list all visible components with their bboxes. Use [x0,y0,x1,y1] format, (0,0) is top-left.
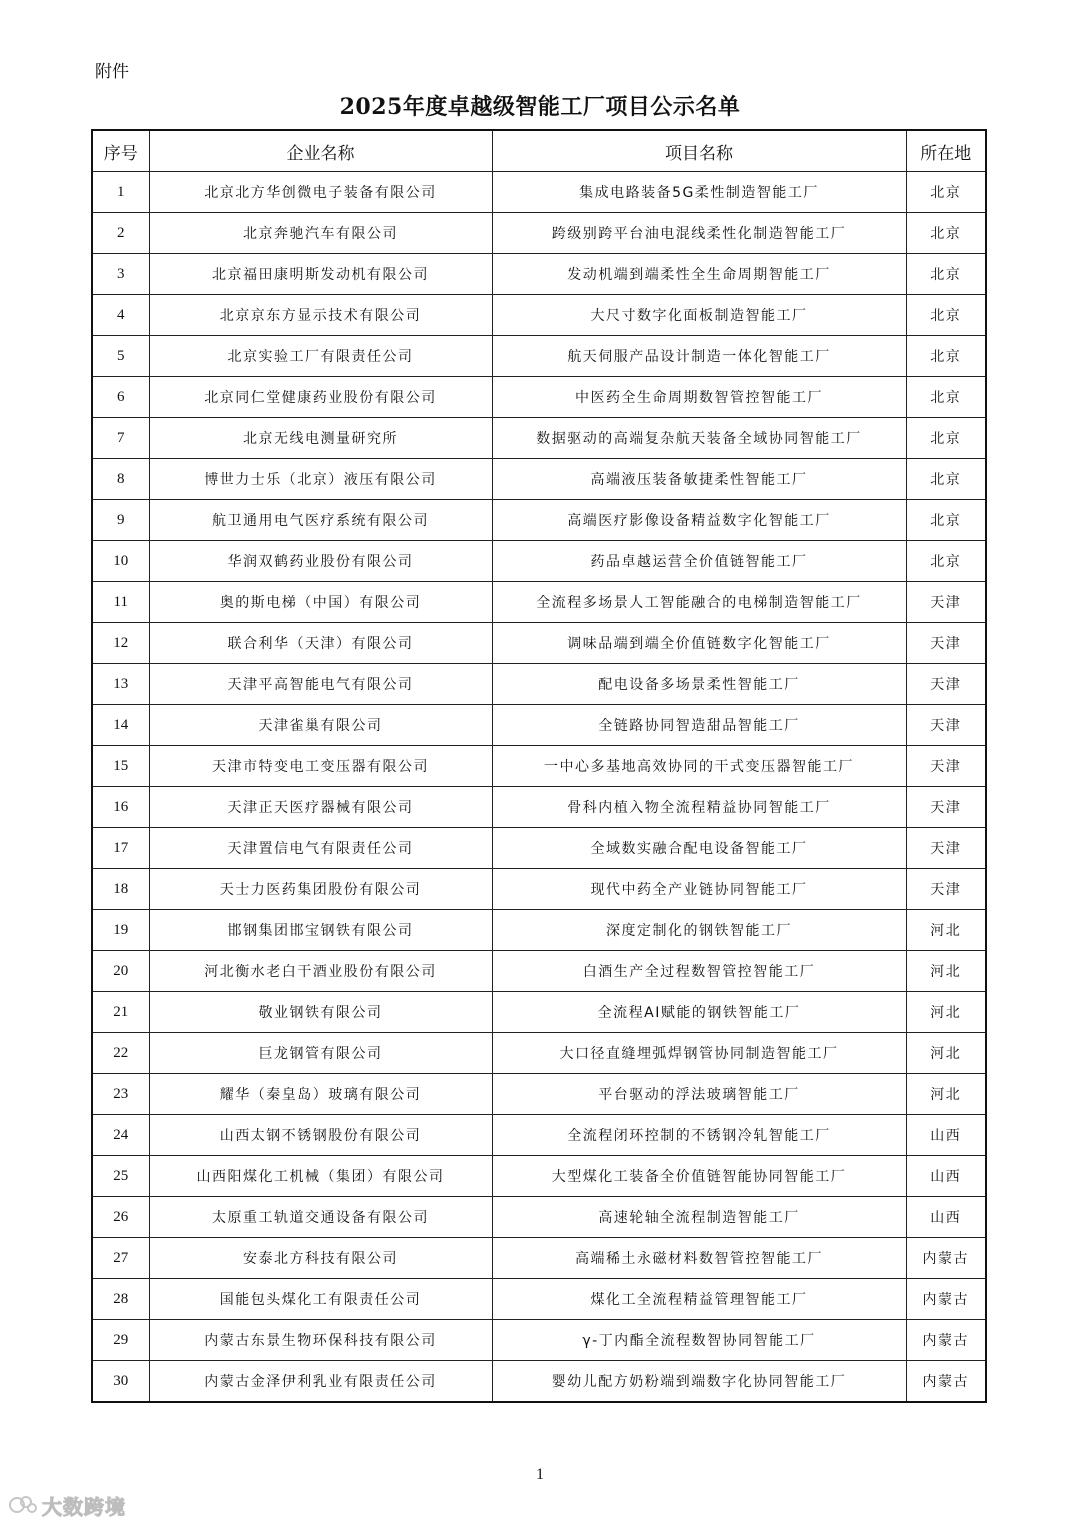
cell-enterprise: 博世力士乐（北京）液压有限公司 [149,459,492,500]
cell-index: 8 [92,459,149,500]
cell-location: 河北 [906,1074,986,1115]
cell-location: 天津 [906,582,986,623]
cell-enterprise: 天津正天医疗器械有限公司 [149,787,492,828]
cell-project: 煤化工全流程精益管理智能工厂 [492,1279,906,1320]
cell-enterprise: 邯钢集团邯宝钢铁有限公司 [149,910,492,951]
cell-index: 28 [92,1279,149,1320]
table-row [92,1115,986,1156]
cell-location: 河北 [906,951,986,992]
cell-project: 发动机端到端柔性全生命周期智能工厂 [492,254,906,295]
cell-project: 高端稀土永磁材料数智管控智能工厂 [492,1238,906,1279]
cell-index: 9 [92,500,149,541]
cell-index: 4 [92,295,149,336]
cell-project: 跨级别跨平台油电混线柔性化制造智能工厂 [492,213,906,254]
cell-enterprise: 天津置信电气有限责任公司 [149,828,492,869]
cell-index: 16 [92,787,149,828]
cell-project: 中医药全生命周期数智管控智能工厂 [492,377,906,418]
table-row [92,254,986,295]
cell-enterprise: 天士力医药集团股份有限公司 [149,869,492,910]
table-row [92,172,986,213]
cell-enterprise: 联合利华（天津）有限公司 [149,623,492,664]
cell-location: 河北 [906,1033,986,1074]
cell-project: 骨科内植入物全流程精益协同智能工厂 [492,787,906,828]
cell-location: 内蒙古 [906,1361,986,1403]
cell-index: 12 [92,623,149,664]
cell-location: 北京 [906,295,986,336]
table-row [92,951,986,992]
cell-location: 北京 [906,541,986,582]
cell-enterprise: 北京福田康明斯发动机有限公司 [149,254,492,295]
header-location: 所在地 [906,130,986,172]
cell-enterprise: 山西阳煤化工机械（集团）有限公司 [149,1156,492,1197]
cell-index: 17 [92,828,149,869]
cell-location: 天津 [906,828,986,869]
cell-location: 北京 [906,213,986,254]
table-row [92,1074,986,1115]
cell-project: 一中心多基地高效协同的干式变压器智能工厂 [492,746,906,787]
table-row [92,623,986,664]
cell-project: 调味品端到端全价值链数字化智能工厂 [492,623,906,664]
table-row [92,1361,986,1403]
table-row [92,1033,986,1074]
cell-location: 天津 [906,623,986,664]
cell-project: 现代中药全产业链协同智能工厂 [492,869,906,910]
cell-enterprise: 内蒙古金泽伊利乳业有限责任公司 [149,1361,492,1403]
cell-location: 河北 [906,910,986,951]
cell-project: 药品卓越运营全价值链智能工厂 [492,541,906,582]
header-enterprise: 企业名称 [149,130,492,172]
cell-project: 高速轮轴全流程制造智能工厂 [492,1197,906,1238]
table-row [92,377,986,418]
table-row [92,295,986,336]
cell-location: 内蒙古 [906,1238,986,1279]
cell-location: 天津 [906,746,986,787]
table-row [92,1238,986,1279]
cell-index: 29 [92,1320,149,1361]
cell-project: 大口径直缝埋弧焊钢管协同制造智能工厂 [492,1033,906,1074]
cell-enterprise: 国能包头煤化工有限责任公司 [149,1279,492,1320]
cell-location: 北京 [906,418,986,459]
table-body [92,172,986,1403]
table-row [92,869,986,910]
watermark-logo-icon [8,1492,38,1518]
cell-enterprise: 敬业钢铁有限公司 [149,992,492,1033]
cell-enterprise: 耀华（秦皇岛）玻璃有限公司 [149,1074,492,1115]
header-index: 序号 [92,130,149,172]
cell-index: 27 [92,1238,149,1279]
table-row [92,459,986,500]
cell-enterprise: 巨龙钢管有限公司 [149,1033,492,1074]
cell-index: 18 [92,869,149,910]
cell-enterprise: 山西太钢不锈钢股份有限公司 [149,1115,492,1156]
cell-location: 内蒙古 [906,1279,986,1320]
cell-index: 22 [92,1033,149,1074]
cell-index: 1 [92,172,149,213]
cell-project: 全流程闭环控制的不锈钢冷轧智能工厂 [492,1115,906,1156]
cell-enterprise: 太原重工轨道交通设备有限公司 [149,1197,492,1238]
cell-index: 21 [92,992,149,1033]
cell-location: 北京 [906,172,986,213]
cell-enterprise: 北京无线电测量研究所 [149,418,492,459]
cell-project: 深度定制化的钢铁智能工厂 [492,910,906,951]
cell-index: 23 [92,1074,149,1115]
cell-location: 北京 [906,336,986,377]
project-roster-table [91,129,987,1403]
table-row [92,1279,986,1320]
cell-location: 天津 [906,787,986,828]
cell-project: 航天伺服产品设计制造一体化智能工厂 [492,336,906,377]
table-row [92,336,986,377]
table-row [92,213,986,254]
cell-enterprise: 安泰北方科技有限公司 [149,1238,492,1279]
cell-enterprise: 航卫通用电气医疗系统有限公司 [149,500,492,541]
cell-enterprise: 河北衡水老白干酒业股份有限公司 [149,951,492,992]
cell-location: 北京 [906,459,986,500]
cell-index: 11 [92,582,149,623]
cell-project: 高端液压装备敏捷柔性智能工厂 [492,459,906,500]
cell-location: 天津 [906,664,986,705]
cell-location: 山西 [906,1156,986,1197]
cell-project: 全链路协同智造甜品智能工厂 [492,705,906,746]
cell-index: 5 [92,336,149,377]
cell-location: 河北 [906,992,986,1033]
cell-project: γ-丁内酯全流程数智协同智能工厂 [492,1320,906,1361]
cell-index: 30 [92,1361,149,1403]
cell-enterprise: 华润双鹤药业股份有限公司 [149,541,492,582]
cell-enterprise: 天津雀巢有限公司 [149,705,492,746]
cell-project: 白酒生产全过程数智管控智能工厂 [492,951,906,992]
cell-index: 3 [92,254,149,295]
cell-location: 北京 [906,254,986,295]
table-row [92,705,986,746]
watermark-text: 大数跨境 [42,1494,126,1519]
cell-location: 内蒙古 [906,1320,986,1361]
cell-project: 全流程多场景人工智能融合的电梯制造智能工厂 [492,582,906,623]
cell-enterprise: 北京奔驰汽车有限公司 [149,213,492,254]
table-row [92,746,986,787]
cell-location: 山西 [906,1197,986,1238]
cell-project: 全域数实融合配电设备智能工厂 [492,828,906,869]
table-header-row [92,130,986,172]
cell-index: 20 [92,951,149,992]
cell-index: 26 [92,1197,149,1238]
cell-project: 全流程AI赋能的钢铁智能工厂 [492,992,906,1033]
cell-enterprise: 北京京东方显示技术有限公司 [149,295,492,336]
table-row [92,910,986,951]
attachment-label: 附件 [95,62,129,82]
cell-project: 大尺寸数字化面板制造智能工厂 [492,295,906,336]
cell-index: 19 [92,910,149,951]
cell-location: 北京 [906,377,986,418]
cell-index: 6 [92,377,149,418]
watermark [8,1488,126,1522]
cell-index: 13 [92,664,149,705]
table-row [92,828,986,869]
table-row [92,500,986,541]
table-row [92,992,986,1033]
cell-index: 2 [92,213,149,254]
cell-location: 山西 [906,1115,986,1156]
cell-index: 14 [92,705,149,746]
cell-project: 数据驱动的高端复杂航天装备全域协同智能工厂 [492,418,906,459]
cell-location: 北京 [906,500,986,541]
cell-index: 15 [92,746,149,787]
cell-enterprise: 北京实验工厂有限责任公司 [149,336,492,377]
table-row [92,1197,986,1238]
cell-project: 高端医疗影像设备精益数字化智能工厂 [492,500,906,541]
cell-project: 集成电路装备5G柔性制造智能工厂 [492,172,906,213]
page-number: 1 [536,1466,544,1483]
cell-enterprise: 奥的斯电梯（中国）有限公司 [149,582,492,623]
cell-index: 24 [92,1115,149,1156]
cell-project: 婴幼儿配方奶粉端到端数字化协同智能工厂 [492,1361,906,1403]
cell-index: 7 [92,418,149,459]
table-row [92,1320,986,1361]
table-row [92,664,986,705]
cell-index: 25 [92,1156,149,1197]
cell-enterprise: 北京北方华创微电子装备有限公司 [149,172,492,213]
cell-enterprise: 北京同仁堂健康药业股份有限公司 [149,377,492,418]
cell-project: 平台驱动的浮法玻璃智能工厂 [492,1074,906,1115]
cell-project: 配电设备多场景柔性智能工厂 [492,664,906,705]
cell-enterprise: 内蒙古东景生物环保科技有限公司 [149,1320,492,1361]
table-row [92,541,986,582]
header-project: 项目名称 [492,130,906,172]
cell-enterprise: 天津市特变电工变压器有限公司 [149,746,492,787]
table-row [92,582,986,623]
cell-index: 10 [92,541,149,582]
cell-location: 天津 [906,705,986,746]
table-row [92,418,986,459]
cell-enterprise: 天津平高智能电气有限公司 [149,664,492,705]
cell-location: 天津 [906,869,986,910]
table-row [92,1156,986,1197]
cell-project: 大型煤化工装备全价值链智能协同智能工厂 [492,1156,906,1197]
table-row [92,787,986,828]
document-title: 2025年度卓越级智能工厂项目公示名单 [339,94,741,120]
